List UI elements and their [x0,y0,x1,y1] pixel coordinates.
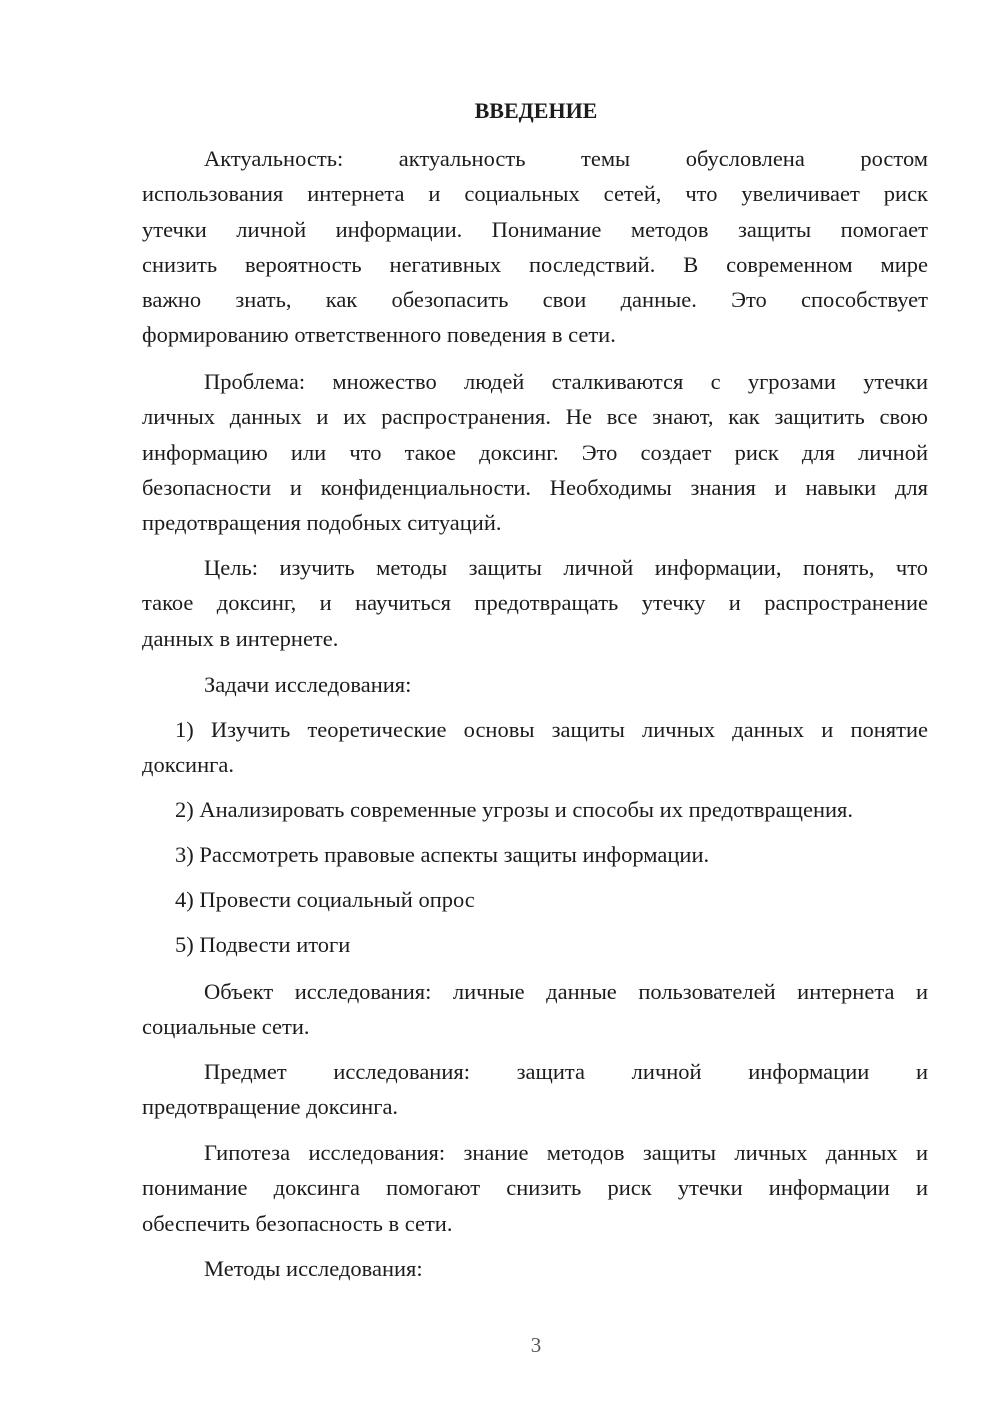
problem-line: безопасности и конфиденциальности. Необходимы знания и навыки для [142,474,928,500]
relevance-paragraph [142,141,928,353]
object-line: Объект исследования: личные данные пользователей интернета и [204,979,928,1004]
task-line: 4) Провести социальный опрос [175,887,475,912]
goal-line: такое доксинг, и научиться предотвращать утечку и распространение [142,590,928,616]
goal-paragraph [142,550,928,656]
relevance-line: утечки личной информации. Понимание методов защиты помогает [142,216,928,242]
subject-line: Предмет исследования: защита личной информации и [204,1059,928,1084]
problem-line: личных данных и их распространения. Не все знают, как защитить свою [142,404,928,430]
section-heading: ВВЕДЕНИЕ [474,98,598,123]
hypothesis-line: обеспечить безопасность в сети. [142,1210,453,1236]
task-line: 2) Анализировать современные угрозы и способы их предотвращения. [175,797,854,822]
task-line: доксинга. [142,752,234,778]
relevance-line: важно знать, как обезопасить свои данные. Это способствует [142,287,928,313]
goal-line: Цель: изучить методы защиты личной информации, понять, что [204,555,928,580]
methods-title [142,1251,928,1286]
relevance-line: формированию ответственного поведения в сети. [142,322,616,348]
problem-line: информацию или что такое доксинг. Это создает риск для личной [142,439,928,465]
task-item-1 [142,712,928,783]
relevance-line: Актуальность: актуальность темы обусловлена ростом [204,146,928,171]
task-item-2 [142,792,928,827]
goal-line: данных в интернете. [142,625,339,651]
problem-line: предотвращения подобных ситуаций. [142,510,502,536]
hypothesis-line: Гипотеза исследования: знание методов защиты личных данных и [204,1140,928,1165]
page-number: 3 [530,1333,542,1357]
relevance-line: использования интернета и социальных сетей, что увеличивает риск [142,181,928,207]
methods-title-text: Методы исследования: [204,1256,423,1281]
hypothesis-line: понимание доксинга помогают снизить риск утечки информации и [142,1175,928,1201]
task-line: 5) Подвести итоги [175,932,351,957]
relevance-line: снизить вероятность негативных последствий. В современном мире [142,251,928,277]
task-line: 3) Рассмотреть правовые аспекты защиты информации. [175,842,710,867]
problem-line: Проблема: множество людей сталкиваются с угрозами утечки [204,369,928,394]
object-line: социальные сети. [142,1014,310,1040]
tasks-title [142,667,928,702]
problem-paragraph [142,364,928,540]
tasks-title-text: Задачи исследования: [204,672,412,697]
task-item-4 [142,882,928,917]
task-item-3 [142,837,928,872]
object-paragraph [142,974,928,1045]
task-line: 1) Изучить теоретические основы защиты личных данных и понятие [175,717,928,742]
hypothesis-paragraph [142,1135,928,1241]
task-item-5 [142,927,928,962]
subject-line: предотвращение доксинга. [142,1094,399,1120]
subject-paragraph [142,1054,928,1125]
